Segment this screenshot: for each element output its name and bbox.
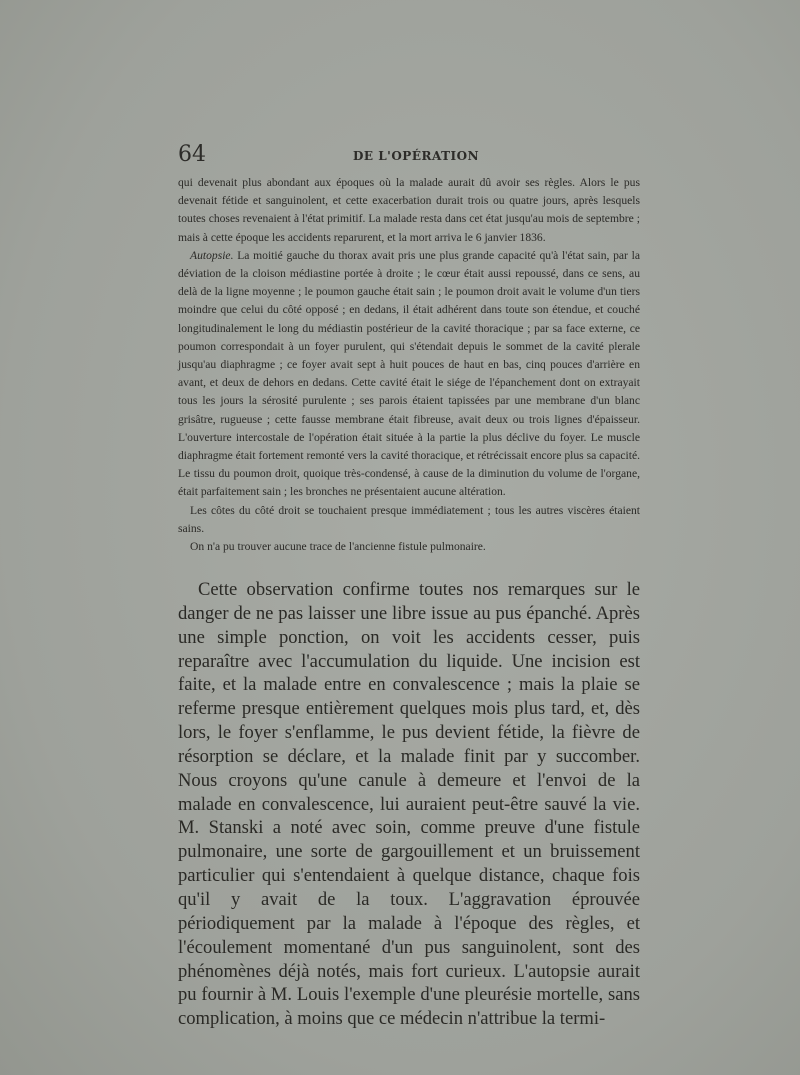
autopsy-label: Autopsie. xyxy=(190,248,234,262)
case-paragraph: qui devenait plus abondant aux époques où la malade aurait dû avoir ses règles. Alors le pus devenait fétide et sanguinolent, et cette exacerbation durait trois ou quatre jours, après lesquels toutes choses revenaient à l'état primitif. La malade resta dans cet état jusqu'au mois de septembre ; mais à cette époque les accidents reparurent, et la mort arriva le 6 janvier 1836. xyxy=(178,176,640,244)
running-head: DE L'OPÉRATION xyxy=(353,149,480,163)
autopsy-paragraph xyxy=(178,247,640,502)
case-report-block xyxy=(178,174,640,556)
page-number: 64 xyxy=(178,142,206,167)
main-text xyxy=(178,578,640,1031)
case-paragraph: On n'a pu trouver aucune trace de l'ancienne fistule pulmonaire. xyxy=(190,540,486,554)
main-paragraph: Cette observation confirme toutes nos remarques sur le danger de ne pas laisser une libre issue au pus épanché. Après une simple ponction, on voit les accidents cesser, puis reparaître avec l'accumulation du liquide. Une incision est faite, et la malade entre en convalescence ; mais la plaie se referme presque entièrement quelques mois plus tard, et, dès lors, le foyer s'enflamme, le pus devient fétide, la fièvre de résorption se déclare, et la malade finit par y succomber. Nous croyons qu'une canule à demeure et l'envoi de la malade en convalescence, lui auraient peut-être sauvé la vie. M. Stanski a noté avec soin, comme preuve d'une fistule pulmonaire, une sorte de gargouillement et un bruissement particulier qui s'entendaient à quelque distance, chaque fois qu'il y avait de la toux. L'aggravation éprouvée périodiquement par la malade à l'époque des règles, et l'écoulement momentané d'un pus sanguinolent, sont des phénomènes déjà notés, mais fort curieux. L'autopsie aurait pu fournir à M. Louis l'exemple d'une pleurésie mortelle, sans complication, à moins que ce médecin n'attribue la termi- xyxy=(178,579,640,1030)
page-header xyxy=(178,142,640,172)
case-paragraph: Les côtes du côté droit se touchaient presque immédiatement ; tous les autres viscères étaient sains. xyxy=(178,503,640,535)
autopsy-text: La moitié gauche du thorax avait pris une plus grande capacité qu'à l'état sain, par la déviation de la cloison médiastine portée à droite ; le cœur était aussi repoussé, dans ce sens, au delà de la ligne moyenne ; le poumon gauche était sain ; le poumon droit avait le volume d'un tiers moindre que celui du côté opposé ; en dedans, il était adhérent dans toute son étendue, et couché longitudinalement le long du médiastin postérieur de la cavité thoracique ; par sa face externe, ce poumon correspondait à un foyer purulent, qui s'étendait depuis le sommet de la cavité plerale jusqu'au diaphragme ; ce foyer avait sept à huit pouces de haut en bas, cinq pouces d'arrière en avant, et deux de dehors en dedans. Cette cavité était le siége de l'épanchement dont on extrayait tous les jours la sérosité purulente ; ses parois étaient tapissées par une membrane d'un blanc grisâtre, rugueuse ; cette fausse membrane était fibreuse, avait deux ou trois lignes d'épaisseur. L'ouverture intercostale de l'opération était située à la partie la plus déclive du foyer. Le muscle diaphragme était fortement remonté vers la cavité thoracique, et rétrécissait encore plus sa capacité. Le tissu du poumon droit, quoique très-condensé, à cause de la diminution du volume de l'organe, était parfaitement sain ; les bronches ne présentaient aucune altération. xyxy=(178,248,640,499)
